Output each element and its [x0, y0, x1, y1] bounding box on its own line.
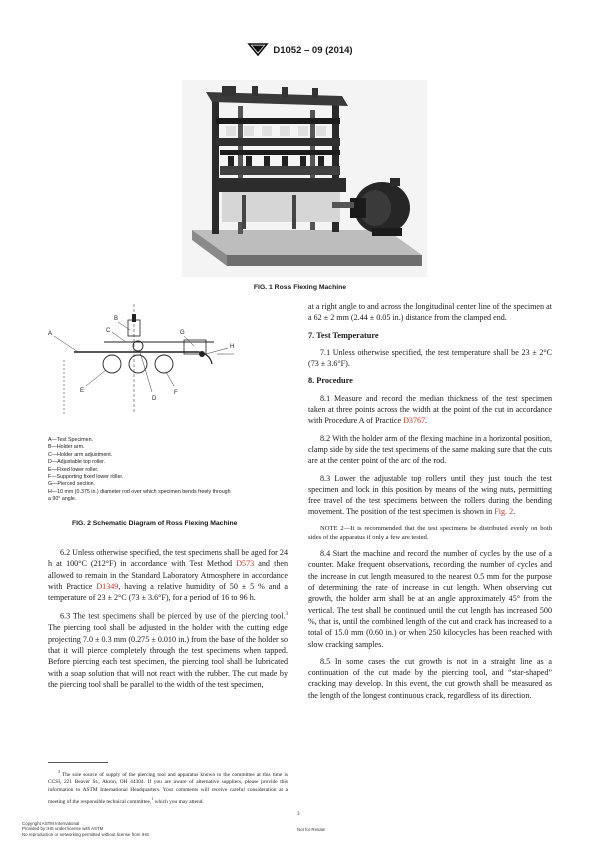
ross-flexing-schematic-diagram	[34, 302, 274, 432]
legend-item: C—Holder arm adjustment.	[48, 451, 113, 458]
page-number: 3	[297, 812, 300, 817]
callout-d: D	[152, 396, 157, 402]
callout-f: F	[174, 390, 178, 396]
figure-1-caption: FIG. 1 Ross Flexing Machine	[253, 284, 347, 291]
paragraph-6-3: 6.3 The test specimens shall be pierced by use of the piercing tool.$^3$ The piercing tool shall be adjusted in the holder with the cutting edge projecting 7.0 ± 0.3 mm (0.275 ± 0.010 in.) from the base of the holder so that it will pierce completely through the test specimens when tapped. Before piercing each test specimen, the piercing tool shall be lubricated with a soap solution that will not react with the rubber. The cut made by the piercing tool shall be parallel to the width of the test specimen,	[48, 612, 288, 689]
legend-item: A—Test Specimen.	[48, 437, 94, 443]
legend-item: a 90° angle.	[48, 496, 77, 503]
callout-e: E	[80, 388, 85, 394]
callout-c: C	[106, 328, 111, 334]
paragraph-7-1: 7.1 Unless otherwise specified, the test temperature shall be 23 ± 2°C (73 ± 3.6°F).	[308, 347, 552, 369]
section-7-heading: 7. Test Temperature	[308, 330, 379, 340]
standard-designation: D1052 – 09 (2014)	[273, 45, 353, 56]
left-column	[48, 547, 288, 696]
figure-2-caption: FIG. 2 Schematic Diagram of Ross Flexing Machine	[72, 520, 238, 527]
not-for-resale: Not for Resale	[297, 827, 326, 832]
legend-item: B—Holder arm.	[48, 444, 85, 451]
paragraph-8-4: 8.4 Start the machine and record the number of cycles by the use of a counter. Make frequent observations, recording the number of cycles and the increase in cut length measured to the nearest 0.5 mm for the purpose of determining the rate of increase in cut length. When observing cut growth, the holder arm shall be at an angle approximately 45° from the vertical. The test shall be continued until the cut length has increased 500 %, that is, until the combined length of the cut and crack has increased to a total of 15.0 mm (0.60 in.) or when 250 kilocycles has been reached with slow cracking samples.	[308, 549, 552, 649]
callout-a: A	[48, 331, 53, 337]
paragraph-8-3: 8.3 Lower the adjustable top rollers until they just touch the test specimen and lock in this position by means of the wing nuts, permitting free travel of the test specimens between the rollers during the bending movement. The position of the test specimen is shown in Fig. 2.	[308, 473, 552, 517]
copyright-notice: Copyright ASTM International Provided by IHS under license with ASTM No reproduction or networking permitted without license from IHS	[22, 821, 149, 837]
legend-item: E—Fixed lower roller.	[48, 466, 99, 473]
link-fig-2[interactable]: Fig. 2	[494, 507, 514, 517]
right-column	[308, 301, 552, 707]
note-2: NOTE 2—It is recommended that the test specimens be distributed evenly on both sides of the apparatus if only a few are tested.	[308, 524, 552, 541]
legend-item: F—Supporting fixed lower roller.	[48, 474, 124, 481]
link-d573[interactable]: D573	[236, 559, 255, 569]
astm-logo-icon	[247, 42, 269, 56]
link-d1349[interactable]: D1349	[96, 581, 119, 591]
footnote-rule	[48, 762, 108, 763]
legend-item: G—Pierced section.	[48, 481, 96, 488]
footnote-ref-3[interactable]: 3	[285, 612, 288, 618]
legend-item: D—Adjustable top roller.	[48, 459, 106, 466]
footnote-3: $^3$ The sole source of supply of the piercing tool and apparatus known to the committee at this time is CCSI, 221 Beaver St., Akron, OH 44304. If you are aware of alternative suppliers, please provide this information to ASTM International Headquarters. Your comments will receive careful consideration at a meeting of the responsible technical committee,$^1$ which you may attend.	[48, 769, 288, 805]
paragraph-8-2: 8.2 With the holder arm of the flexing machine in a horizontal position, clamp side by side the test specimens of the same making sure that the cuts are at the center point of the arc of the rod.	[308, 433, 552, 466]
page-header	[0, 42, 600, 56]
callout-h: H	[230, 344, 235, 350]
callout-g: G	[180, 330, 185, 336]
ross-flexing-machine-photo	[182, 80, 427, 277]
paragraph-continued: at a right angle to and across the longitudinal center line of the specimen at a 62 ± 2 mm (2.44 ± 0.05 in.) distance from the clamped end.	[308, 302, 552, 323]
paragraph-8-5: 8.5 In some cases the cut growth is not in a straight line as a continuation of the cut made by the piercing tool, and “star-shaped” cracking may develop. In this event, the cut growth shall be measured as the length of the longest continuous crack, regardless of its direction.	[308, 656, 552, 700]
paragraph-6-2: 6.2 Unless otherwise specified, the test specimens shall be aged for 24 h at 100°C (212°F) in accordance with Test Method D573 and then allowed to remain in the Standard Laboratory Atmosphere in accordance with Practice D1349, having a relative humidity of 50 ± 5 % and a temperature of 23 ± 2°C (73 ± 3.6°F), for a period of 16 to 96 h.	[48, 548, 289, 603]
link-d3767[interactable]: D3767	[403, 416, 426, 426]
section-8-heading: 8. Procedure	[308, 376, 353, 386]
figure-2-legend	[48, 437, 288, 504]
callout-b: B	[114, 316, 119, 322]
paragraph-8-1: 8.1 Measure and record the median thickness of the test specimen taken at three points across the width at the point of the cut in accordance with Procedure A of Practice D3767.	[308, 393, 552, 426]
legend-item: H—10 mm (0.375 in.) diameter rod over which specimen bends freely through	[48, 488, 231, 495]
